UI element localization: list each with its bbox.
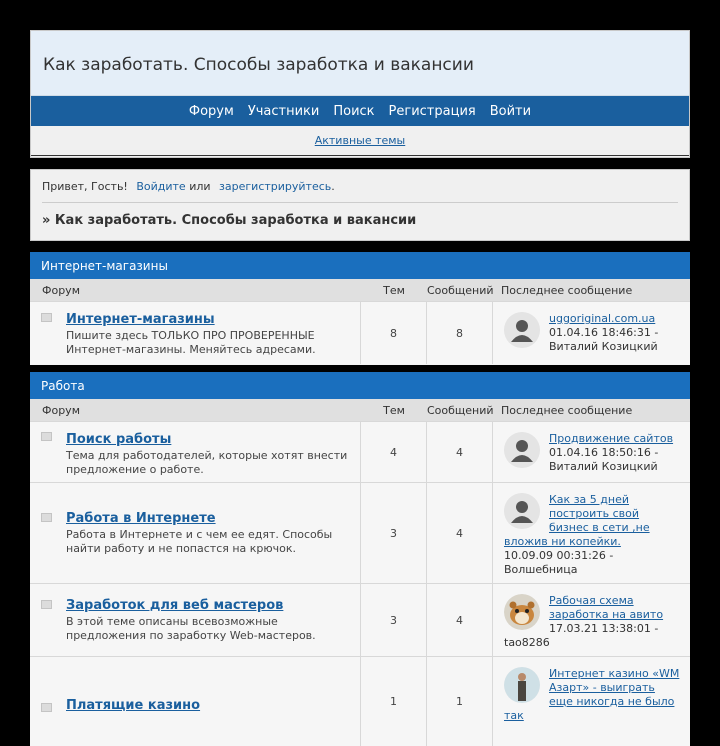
forum-description: В этой теме описаны всевозможные предложения по заработку Web-мастеров. xyxy=(66,615,316,642)
category-title[interactable]: Интернет-магазины xyxy=(30,252,690,279)
forum-status-icon xyxy=(41,432,52,441)
col-last-post: Последнее сообщение xyxy=(501,403,633,417)
forum-row xyxy=(30,301,690,364)
column-headers xyxy=(30,399,690,421)
forum-row xyxy=(30,421,690,482)
hamster-avatar-icon xyxy=(504,594,540,630)
col-topics: Тем xyxy=(383,403,405,417)
nav-login[interactable]: Войти xyxy=(489,103,532,119)
nav-forum[interactable]: Форум xyxy=(188,103,234,119)
period-text: . xyxy=(331,180,335,193)
forum-status-icon xyxy=(41,513,52,522)
forum-status-icon xyxy=(41,313,52,322)
title-bar xyxy=(31,31,689,96)
forum-cell xyxy=(30,657,361,746)
col-messages: Сообщений xyxy=(427,403,494,417)
register-link[interactable]: зарегистрируйтесь xyxy=(219,180,332,193)
last-post-cell xyxy=(493,302,690,364)
forum-description: Тема для работодателей, которые хотят внести предложение о работе. xyxy=(66,449,348,476)
last-post-link[interactable]: Рабочая схема заработка на авито xyxy=(549,594,664,621)
last-post-cell xyxy=(493,584,690,656)
forum-row xyxy=(30,656,690,746)
forum-row xyxy=(30,482,690,583)
messages-count: 4 xyxy=(427,483,493,583)
default-user-icon xyxy=(504,493,540,529)
messages-count: 1 xyxy=(427,657,493,746)
main-nav xyxy=(31,96,689,126)
col-last-post: Последнее сообщение xyxy=(501,283,633,297)
forum-status-icon xyxy=(41,703,52,712)
sub-nav xyxy=(31,126,689,156)
forum-description: Пишите здесь ТОЛЬКО ПРО ПРОВЕРЕННЫЕ Интернет-магазины. Меняйтесь адресами. xyxy=(66,329,316,356)
last-post-cell xyxy=(493,657,690,746)
last-post-link[interactable]: uggoriginal.com.ua xyxy=(549,312,656,325)
last-post-link[interactable]: Интернет казино «WM Азарт» - выиграть еще никогда не было так xyxy=(504,667,680,722)
or-text: или xyxy=(189,180,211,193)
last-post-link[interactable]: Продвижение сайтов xyxy=(549,432,674,445)
forum-cell xyxy=(30,422,361,482)
messages-count: 4 xyxy=(427,584,493,656)
forum-row xyxy=(30,583,690,656)
board-title: Как заработать. Способы заработка и вакансии xyxy=(43,55,474,75)
last-post-cell xyxy=(493,483,690,583)
last-post-cell xyxy=(493,422,690,482)
active-topics-link[interactable]: Активные темы xyxy=(314,134,406,147)
default-user-icon xyxy=(504,432,540,468)
login-link[interactable]: Войдите xyxy=(136,180,186,193)
category-internet-shops xyxy=(30,252,690,365)
last-post-meta: 10.09.09 00:31:26 - Волшебница xyxy=(504,549,614,576)
greeting-text: Привет, Гость! xyxy=(42,180,128,193)
breadcrumb: » Как заработать. Способы заработка и вакансии xyxy=(42,213,417,228)
col-forum: Форум xyxy=(42,403,80,417)
messages-count: 8 xyxy=(427,302,493,364)
nav-search[interactable]: Поиск xyxy=(333,103,375,119)
forum-link[interactable]: Работа в Интернете xyxy=(66,511,216,526)
topics-count: 8 xyxy=(361,302,427,364)
last-post-meta: 01.04.16 18:46:31 - Виталий Козицкий xyxy=(549,326,659,353)
messages-count: 4 xyxy=(427,422,493,482)
nav-register[interactable]: Регистрация xyxy=(388,103,476,119)
col-messages: Сообщений xyxy=(427,283,494,297)
default-user-icon xyxy=(504,312,540,348)
forum-cell xyxy=(30,584,361,656)
forum-link[interactable]: Поиск работы xyxy=(66,432,172,447)
forum-cell xyxy=(30,302,361,364)
forum-link[interactable]: Заработок для веб мастеров xyxy=(66,598,284,613)
column-headers xyxy=(30,279,690,301)
topics-count: 3 xyxy=(361,584,427,656)
welcome-box xyxy=(30,169,690,241)
last-post-meta: 17.03.21 13:38:01 - tao8286 xyxy=(504,622,659,649)
forum-description: Работа в Интернете и с чем ее едят. Способы найти работу и не попастся на крючок. xyxy=(66,528,333,555)
topics-count: 4 xyxy=(361,422,427,482)
forum-header xyxy=(30,30,690,158)
forum-link[interactable]: Интернет-магазины xyxy=(66,312,215,327)
last-post-link[interactable]: Как за 5 дней построить свой бизнес в сети ,не вложив ни копейки. xyxy=(504,493,650,548)
forum-cell xyxy=(30,483,361,583)
category-work xyxy=(30,372,690,720)
nav-members[interactable]: Участники xyxy=(247,103,320,119)
category-title[interactable]: Работа xyxy=(30,372,690,399)
greeting-line xyxy=(42,170,678,203)
col-topics: Тем xyxy=(383,283,405,297)
forum-status-icon xyxy=(41,600,52,609)
col-forum: Форум xyxy=(42,283,80,297)
topics-count: 1 xyxy=(361,657,427,746)
last-post-meta: 01.04.16 18:50:16 - Виталий Козицкий xyxy=(549,446,659,473)
person-photo-avatar-icon xyxy=(504,667,540,703)
forum-link[interactable]: Платящие казино xyxy=(66,698,201,713)
topics-count: 3 xyxy=(361,483,427,583)
